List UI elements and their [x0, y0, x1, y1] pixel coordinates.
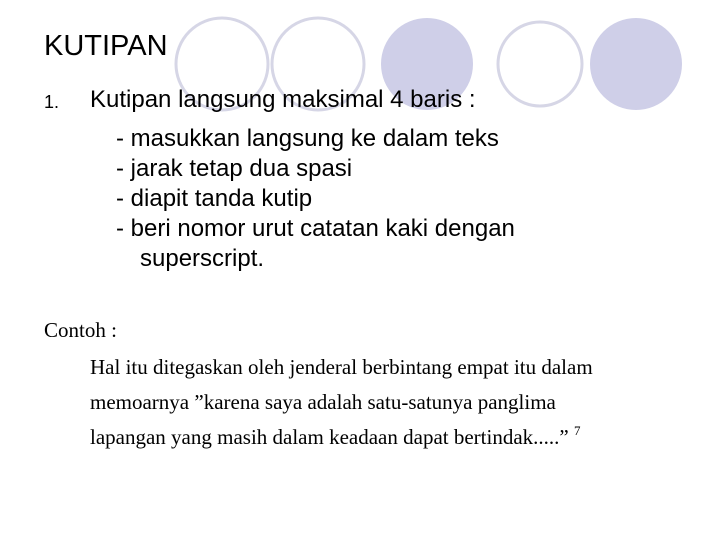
slide-title: KUTIPAN — [44, 30, 168, 62]
bullet-continuation: superscript. — [140, 245, 265, 272]
list-number: 1. — [44, 92, 60, 112]
quote-line: Hal itu ditegaskan oleh jenderal berbintang empat itu dalam — [90, 355, 593, 379]
quote-line-text: lapangan yang masih dalam keadaan dapat bertindak.....” — [90, 425, 569, 449]
outline-circle-3 — [498, 22, 582, 106]
bullet-list — [116, 124, 515, 274]
bullet-item: - masukkan langsung ke dalam teks — [116, 125, 499, 152]
example-label: Contoh : — [44, 318, 117, 342]
bullet-item: - beri nomor urut catatan kaki dengan — [116, 215, 515, 242]
example-quote — [90, 350, 593, 455]
bullet-item: - jarak tetap dua spasi — [116, 155, 353, 182]
quote-line: memoarnya ”karena saya adalah satu-satunya panglima — [90, 390, 556, 414]
footnote-marker: 7 — [573, 423, 581, 438]
filled-circle-2 — [590, 18, 682, 110]
bullet-item: - diapit tanda kutip — [116, 185, 313, 212]
list-item-heading: Kutipan langsung maksimal 4 baris : — [90, 86, 476, 113]
quote-line-last — [90, 420, 593, 455]
